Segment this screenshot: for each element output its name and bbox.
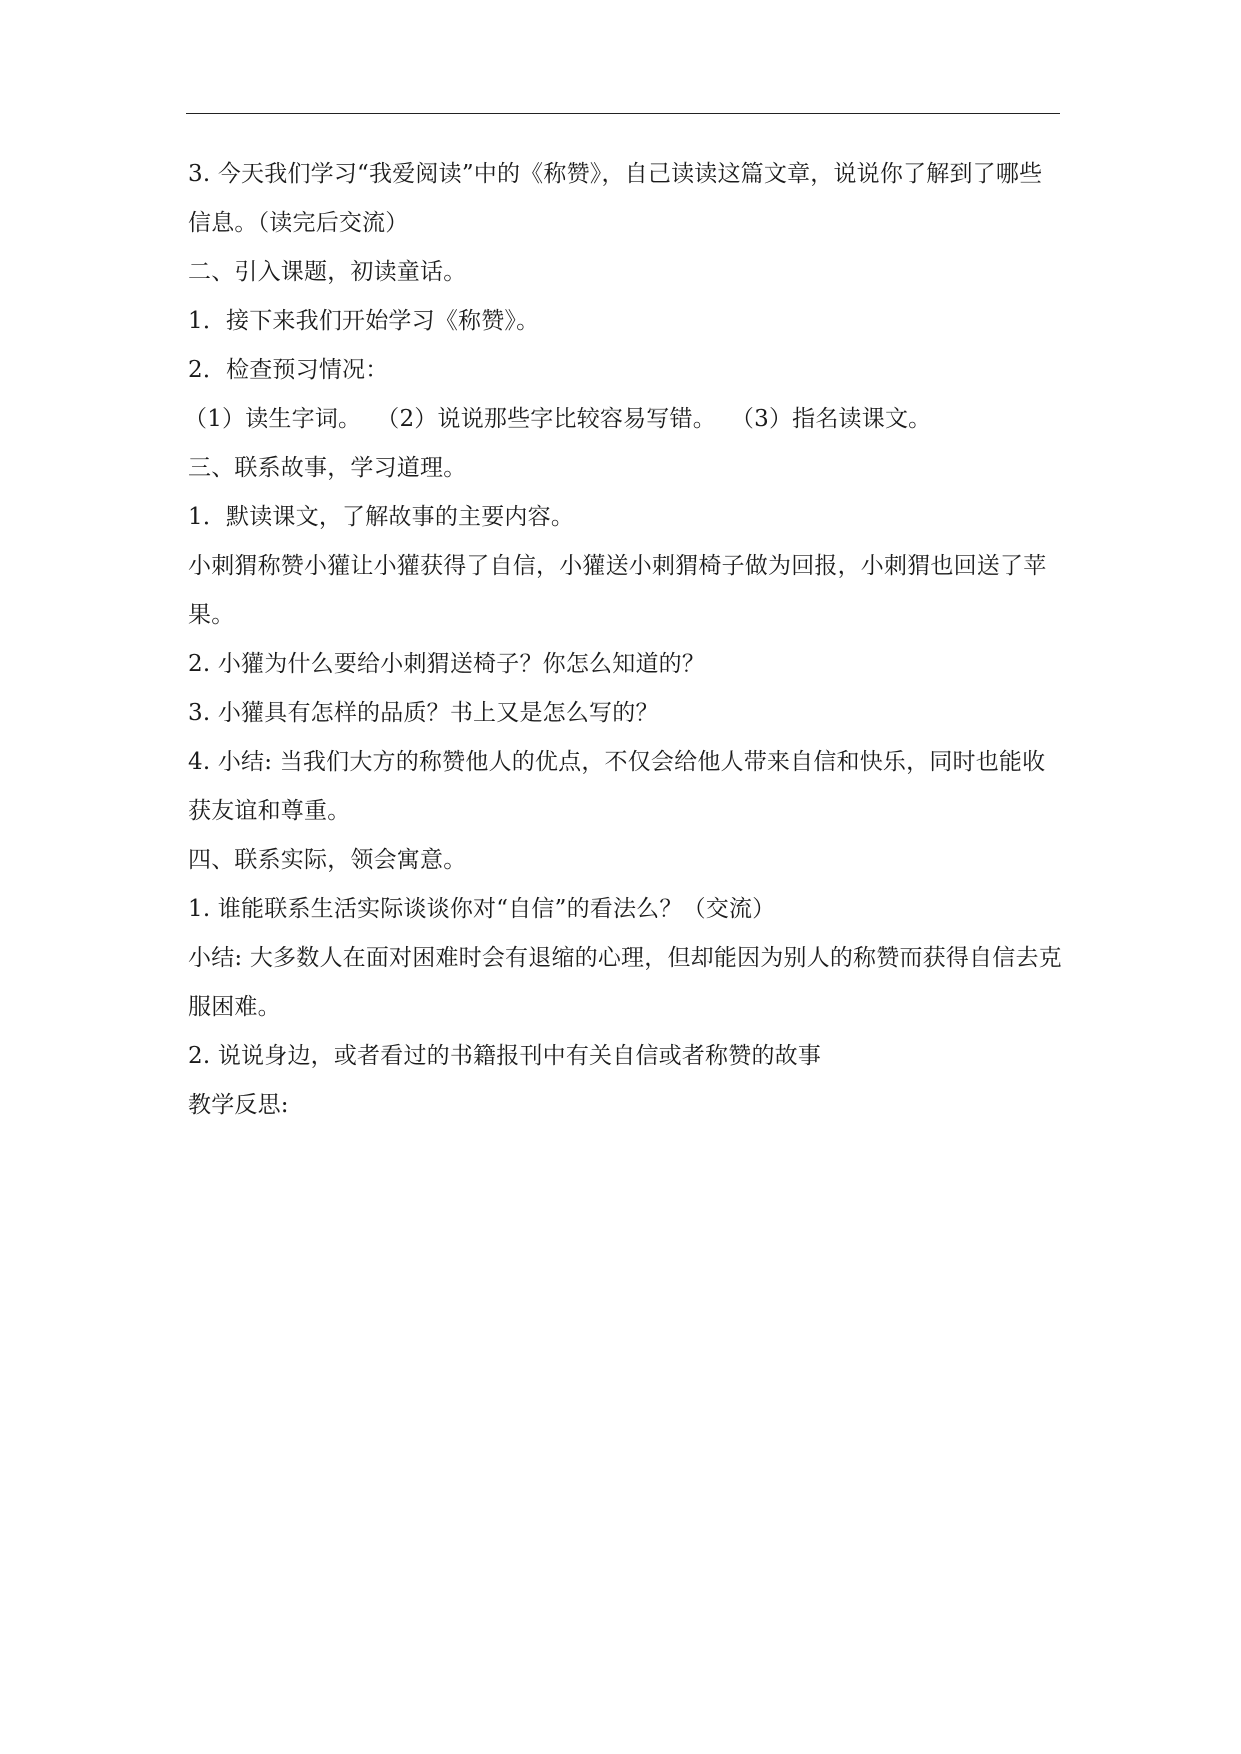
paragraph-3-4-summary: 4. 小结: 当我们大方的称赞他人的优点，不仅会给他人带来自信和快乐，同时也能收获友谊和尊重。 bbox=[188, 749, 1046, 824]
section-heading-2: 二、引入课题，初读童话。 bbox=[188, 259, 467, 285]
section-heading-3: 三、联系故事，学习道理。 bbox=[188, 455, 467, 481]
paragraph-teaching-reflection: 教学反思: bbox=[188, 1092, 289, 1118]
paragraph-4-2: 2. 说说身边，或者看过的书籍报刊中有关自信或者称赞的故事 bbox=[188, 1043, 822, 1069]
paragraph-preview-items: （1）读生字词。 （2）说说那些字比较容易写错。 （3）指名读课文。 bbox=[184, 406, 932, 432]
paragraph-3-3: 3. 小獾具有怎样的品质？书上又是怎么写的？ bbox=[188, 700, 659, 726]
paragraph-4-1: 1. 谁能联系生活实际谈谈你对“自信”的看法么？（交流） bbox=[188, 896, 776, 922]
paragraph-3-1: 1．默读课文，了解故事的主要内容。 bbox=[188, 504, 575, 530]
paragraph-2-2: 2．检查预习情况： bbox=[188, 357, 389, 383]
header-rule bbox=[186, 113, 1060, 114]
paragraph-4-summary: 小结: 大多数人在面对困难时会有退缩的心理，但却能因为别人的称赞而获得自信去克服困难。 bbox=[188, 945, 1062, 1020]
paragraph-2-1: 1．接下来我们开始学习《称赞》。 bbox=[188, 308, 540, 334]
paragraph-step-3-reading: 3. 今天我们学习“我爱阅读”中的《称赞》，自己读读这篇文章，说说你了解到了哪些信息。（读完后交流） bbox=[188, 161, 1043, 236]
document-body bbox=[184, 150, 1062, 1130]
paragraph-3-2: 2. 小獾为什么要给小刺猬送椅子？你怎么知道的？ bbox=[188, 651, 706, 677]
section-heading-4: 四、联系实际，领会寓意。 bbox=[188, 847, 467, 873]
paragraph-story-summary: 小刺猬称赞小獾让小獾获得了自信，小獾送小刺猬椅子做为回报，小刺猬也回送了苹果。 bbox=[188, 553, 1047, 628]
